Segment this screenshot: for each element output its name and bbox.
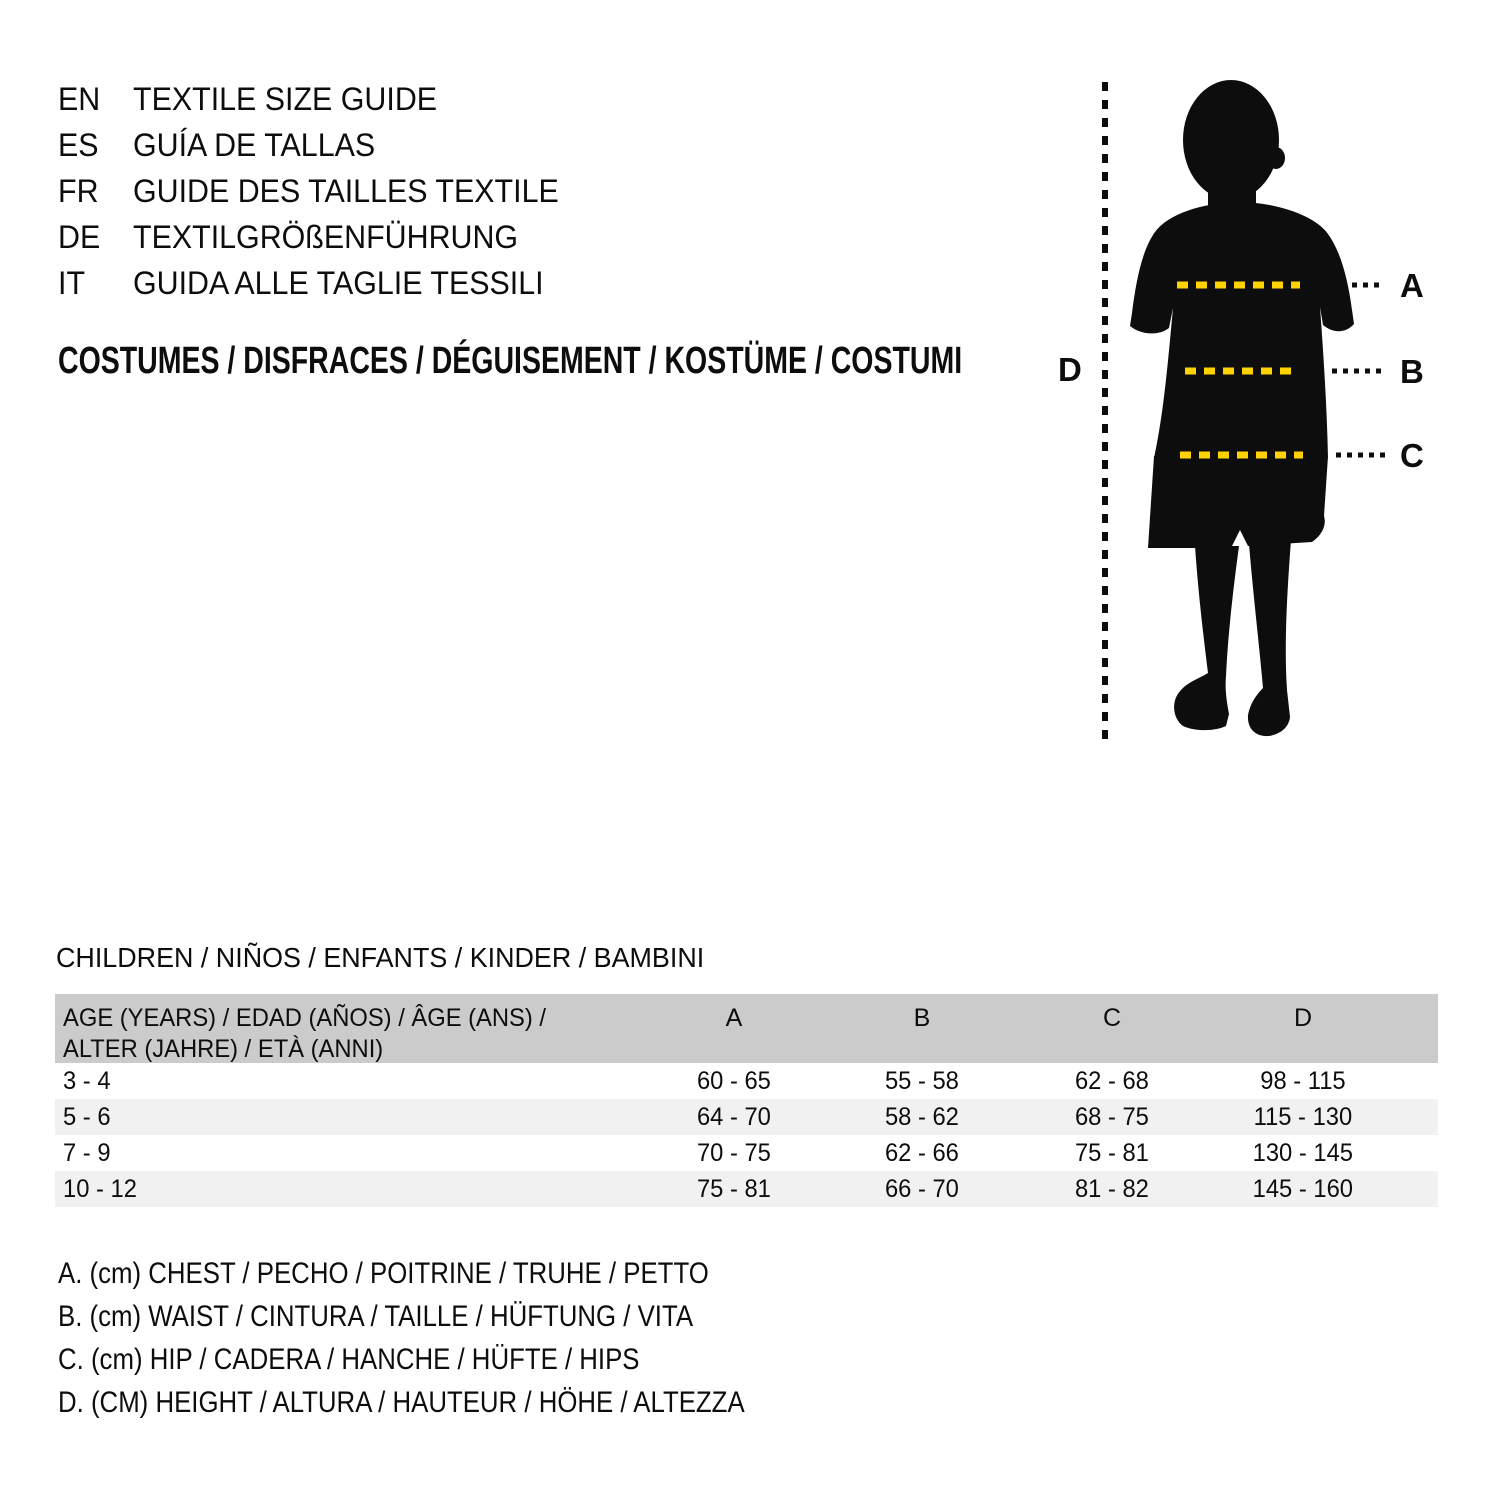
measurement-figure: [1040, 78, 1460, 746]
waist-cell: 62 - 66: [885, 1138, 959, 1167]
legend-hip: C. (cm) HIP / CADERA / HANCHE / HÜFTE / HIPS: [58, 1342, 640, 1376]
chest-cell: 64 - 70: [697, 1102, 771, 1131]
language-title: GUÍA DE TALLAS: [133, 126, 376, 163]
language-title: GUIDE DES TAILLES TEXTILE: [133, 172, 559, 209]
language-title: GUIDA ALLE TAGLIE TESSILI: [133, 264, 544, 301]
size-table: [55, 994, 1438, 1207]
figure-label-d: D: [1058, 351, 1082, 388]
language-row-es: [58, 122, 581, 168]
table-row: [55, 1063, 1438, 1099]
chest-cell: 60 - 65: [697, 1066, 771, 1095]
language-title: TEXTILGRÖßENFÜHRUNG: [133, 218, 519, 255]
height-cell: 130 - 145: [1252, 1138, 1354, 1167]
language-title: TEXTILE SIZE GUIDE: [133, 80, 438, 117]
age-column-header: AGE (YEARS) / EDAD (AÑOS) / ÂGE (ANS) / ALTER (JAHRE) / ETÀ (ANNI): [63, 1004, 547, 1063]
legend-chest: A. (cm) CHEST / PECHO / POITRINE / TRUHE / PETTO: [58, 1256, 709, 1290]
waist-cell: 55 - 58: [885, 1066, 959, 1095]
table-row: [55, 1099, 1438, 1135]
height-cell: 145 - 160: [1252, 1174, 1354, 1203]
figure-label-c: C: [1400, 437, 1424, 474]
legend-waist: B. (cm) WAIST / CINTURA / TAILLE / HÜFTUNG / VITA: [58, 1299, 694, 1333]
legend-height: D. (CM) HEIGHT / ALTURA / HAUTEUR / HÖHE / ALTEZZA: [58, 1385, 745, 1419]
waist-cell: 58 - 62: [885, 1102, 959, 1131]
language-code: FR: [58, 172, 99, 209]
age-cell: 3 - 4: [63, 1066, 111, 1095]
column-header-c: C: [1102, 1004, 1122, 1032]
age-cell: 10 - 12: [63, 1174, 137, 1203]
size-table-header: [55, 994, 1438, 1063]
language-row-en: [58, 76, 581, 122]
child-silhouette-icon: [1130, 80, 1354, 736]
height-cell: 115 - 130: [1253, 1102, 1353, 1131]
hip-cell: 75 - 81: [1075, 1138, 1149, 1167]
age-cell: 5 - 6: [63, 1102, 111, 1131]
category-title: COSTUMES / DISFRACES / DÉGUISEMENT / KOSTÜME / COSTUMI: [58, 340, 963, 382]
chest-cell: 75 - 81: [697, 1174, 771, 1203]
waist-cell: 66 - 70: [885, 1174, 959, 1203]
table-row: [55, 1135, 1438, 1171]
hip-cell: 62 - 68: [1075, 1066, 1149, 1095]
chest-cell: 70 - 75: [697, 1138, 771, 1167]
table-row: [55, 1171, 1438, 1207]
figure-label-a: A: [1400, 267, 1424, 304]
measurement-legend: [58, 1252, 856, 1424]
height-cell: 98 - 115: [1260, 1066, 1346, 1095]
language-code: DE: [58, 218, 101, 255]
language-code: IT: [58, 264, 86, 301]
language-code: ES: [58, 126, 99, 163]
age-cell: 7 - 9: [63, 1138, 111, 1167]
column-header-b: B: [913, 1004, 931, 1032]
language-row-it: [58, 260, 581, 306]
language-title-list: [58, 76, 581, 306]
column-header-d: D: [1293, 1004, 1313, 1032]
column-header-a: A: [725, 1004, 743, 1032]
section-title: CHILDREN / NIÑOS / ENFANTS / KINDER / BAMBINI: [56, 942, 705, 973]
language-row-de: [58, 214, 581, 260]
hip-cell: 81 - 82: [1075, 1174, 1149, 1203]
language-code: EN: [58, 80, 101, 117]
hip-cell: 68 - 75: [1075, 1102, 1149, 1131]
language-row-fr: [58, 168, 581, 214]
figure-label-b: B: [1400, 353, 1424, 390]
